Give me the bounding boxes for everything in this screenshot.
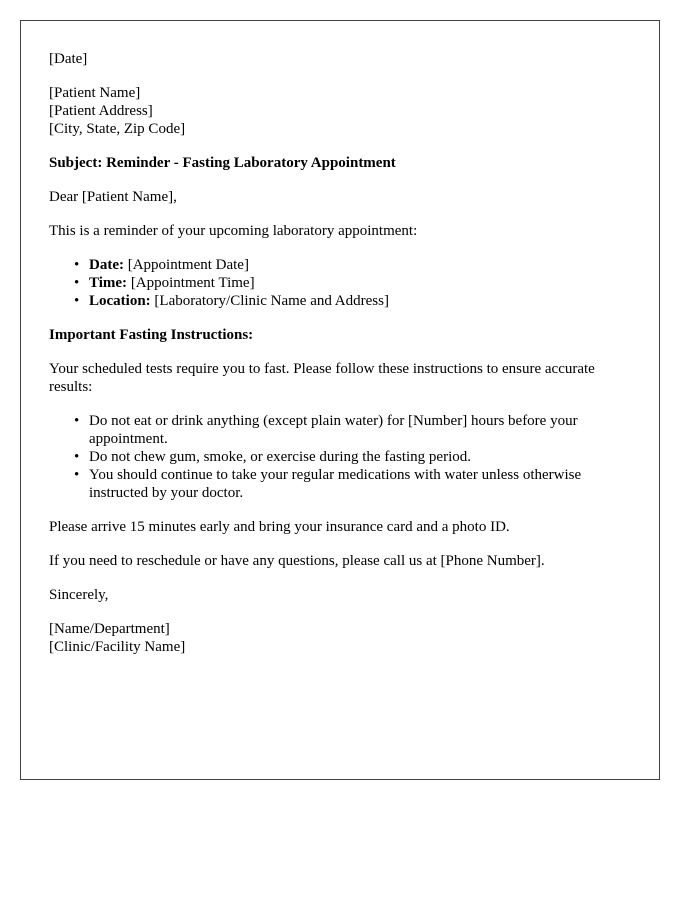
appointment-detail-location [74, 292, 631, 310]
detail-value: [Appointment Date] [123, 257, 249, 273]
bullet-glyph: • [74, 449, 80, 465]
appointment-detail-date [74, 256, 631, 274]
appointment-details-list [49, 256, 631, 310]
detail-value: [Appointment Time] [127, 275, 255, 291]
recipient-address-block [49, 84, 631, 138]
letter-subject: Subject: Reminder - Fasting Laboratory Appointment [49, 155, 396, 171]
instruction-text: Do not eat or drink anything (except plain water) for [Number] hours before your appointment. [89, 413, 578, 447]
recipient-city-state-zip: [City, State, Zip Code] [49, 121, 186, 137]
detail-value: [Laboratory/Clinic Name and Address] [150, 293, 389, 309]
signature-name: [Name/Department] [49, 621, 170, 637]
letter-closing: Sincerely, [49, 587, 109, 603]
fasting-intro: Your scheduled tests require you to fast. Please follow these instructions to ensure accurate results: [49, 361, 595, 395]
contact-note: If you need to reschedule or have any questions, please call us at [Phone Number]. [49, 553, 545, 569]
recipient-name: [Patient Name] [49, 85, 141, 101]
bullet-glyph: • [74, 275, 80, 291]
instruction-text: Do not chew gum, smoke, or exercise during the fasting period. [89, 449, 471, 465]
signature-facility: [Clinic/Facility Name] [49, 639, 186, 655]
detail-term: Date: [89, 257, 124, 273]
letter-date: [Date] [49, 51, 88, 67]
signature-block [49, 620, 631, 656]
bullet-glyph: • [74, 293, 80, 309]
letter-salutation: Dear [Patient Name], [49, 189, 177, 205]
recipient-address: [Patient Address] [49, 103, 153, 119]
instruction-text: You should continue to take your regular medications with water unless otherwise instructed by your doctor. [89, 467, 582, 501]
fasting-instruction-item [74, 448, 631, 466]
letter-intro: This is a reminder of your upcoming laboratory appointment: [49, 223, 418, 239]
appointment-detail-time [74, 274, 631, 292]
fasting-instruction-item [74, 412, 631, 448]
detail-term: Location: [89, 293, 151, 309]
bullet-glyph: • [74, 257, 80, 273]
detail-term: Time: [89, 275, 128, 291]
bullet-glyph: • [74, 467, 80, 483]
arrival-note: Please arrive 15 minutes early and bring your insurance card and a photo ID. [49, 519, 510, 535]
fasting-instructions-list [49, 412, 631, 502]
bullet-glyph: • [74, 413, 80, 429]
fasting-instruction-item [74, 466, 631, 502]
fasting-heading: Important Fasting Instructions: [49, 327, 254, 343]
letter-page [20, 20, 660, 780]
